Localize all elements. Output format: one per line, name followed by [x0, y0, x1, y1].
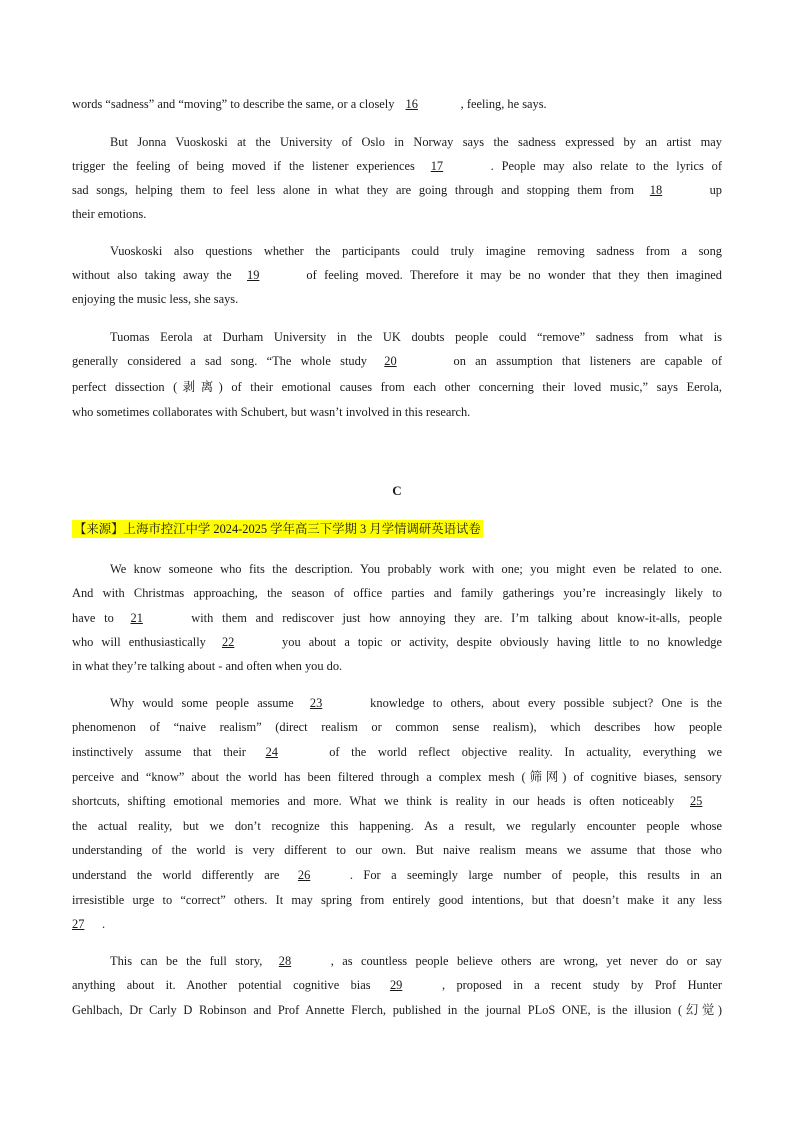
text-line: understand the world differently are 26 . For a seemingly large number of people, this results in an — [72, 868, 722, 882]
text-line: perceive and “know” about the world has been filtered through a complex mesh (筛网) of cognitive biases, sensory — [72, 770, 722, 784]
blank-16[interactable]: 16 — [405, 97, 418, 111]
text-line: anything about it. Another potential cognitive bias 29 , proposed in a recent study by Prof Hunter — [72, 978, 722, 992]
blank-29[interactable]: 29 — [389, 978, 403, 992]
blank-18[interactable]: 18 — [649, 183, 663, 197]
text-line: trigger the feeling of being moved if the listener experiences 17 . People may also relate to the lyrics of — [72, 159, 723, 173]
section-heading: C — [392, 483, 402, 498]
text-line: who will enthusiastically 22 you about a topic or activity, despite obviously having little to no knowledge — [72, 635, 722, 649]
text-line: Gehlbach, Dr Carly D Robinson and Prof Annette Flerch, published in the journal PLoS ONE, is the illusion (幻觉) — [72, 1003, 722, 1017]
text-line: phenomenon of “naive realism” (direct realism or common sense realism), which describes how people — [72, 720, 722, 734]
text-line: Tuomas Eerola at Durham University in the UK doubts people could “remove” sadness from what is — [110, 330, 722, 344]
text-line: instinctively assume that their 24 of the world reflect objective reality. In actuality, everything we — [72, 745, 722, 759]
text-line: Vuoskoski also questions whether the participants could truly imagine removing sadness from a song — [110, 244, 722, 258]
text-line: sad songs, helping them to feel less alone in what they are going through and stopping them from 18 up — [72, 183, 722, 197]
text-line: their emotions. — [72, 207, 147, 221]
text-line: generally considered a sad song. “The whole study 20 on an assumption that listeners are capable of — [72, 354, 722, 368]
text-line: And with Christmas approaching, the season of office parties and family gatherings you’re increasingly likely to — [72, 586, 722, 600]
text-line: But Jonna Vuoskoski at the University of Oslo in Norway says the sadness expressed by an artist may — [110, 135, 722, 149]
blank-24[interactable]: 24 — [265, 745, 278, 759]
text-line: who sometimes collaborates with Schubert, but wasn’t involved in this research. — [72, 405, 471, 419]
source-label: 【来源】上海市控江中学 2024-2025 学年高三下学期 3 月学情调研英语试卷 — [74, 522, 481, 536]
text-line: understanding of the world is very different to our own. But naive realism means we assume that those who — [72, 843, 722, 857]
text-line: Why would some people assume 23 knowledge to others, about every possible subject? One is the — [110, 696, 722, 710]
text-line: irresistible urge to “correct” others. It may spring from entirely good intentions, but that doesn’t make it any less — [72, 893, 722, 907]
blank-25[interactable]: 25 — [689, 794, 703, 808]
blank-26[interactable]: 26 — [297, 868, 311, 882]
blank-20[interactable]: 20 — [384, 354, 397, 368]
text-line: without also taking away the 19 of feeling moved. Therefore it may be no wonder that they then imagined — [72, 268, 722, 282]
blank-21[interactable]: 21 — [130, 611, 143, 625]
blank-22[interactable]: 22 — [221, 635, 235, 649]
blank-19[interactable]: 19 — [247, 268, 260, 282]
blank-17[interactable]: 17 — [430, 159, 444, 173]
text-line: perfect dissection (剥离) of their emotional causes from each other concerning their loved music,” says Eerola, — [72, 380, 722, 394]
text-line: This can be the full story, 28 , as countless people believe others are wrong, yet never do or say — [110, 954, 722, 968]
text-line: We know someone who fits the description. You probably work with one; you might even be related to one. — [110, 562, 722, 576]
blank-23[interactable]: 23 — [309, 696, 323, 710]
text-line: the actual reality, but we don’t recognize this happening. As a result, we regularly encounter people whose — [72, 819, 722, 833]
text-line: 27 . — [72, 917, 106, 931]
text-line: enjoying the music less, she says. — [72, 292, 239, 306]
text-line: have to 21 with them and rediscover just how annoying they are. I’m talking about know-it-alls, people — [72, 611, 722, 625]
text-line: in what they’re talking about - and often when you do. — [72, 659, 343, 673]
text-line: shortcuts, shifting emotional memories and more. What we think is reality in our heads is often noticeably 25 — [72, 792, 722, 810]
blank-27[interactable]: 27 — [72, 917, 85, 931]
text-line: words “sadness” and “moving” to describe the same, or a closely 16 , feeling, he says. — [72, 97, 547, 111]
blank-28[interactable]: 28 — [278, 954, 292, 968]
